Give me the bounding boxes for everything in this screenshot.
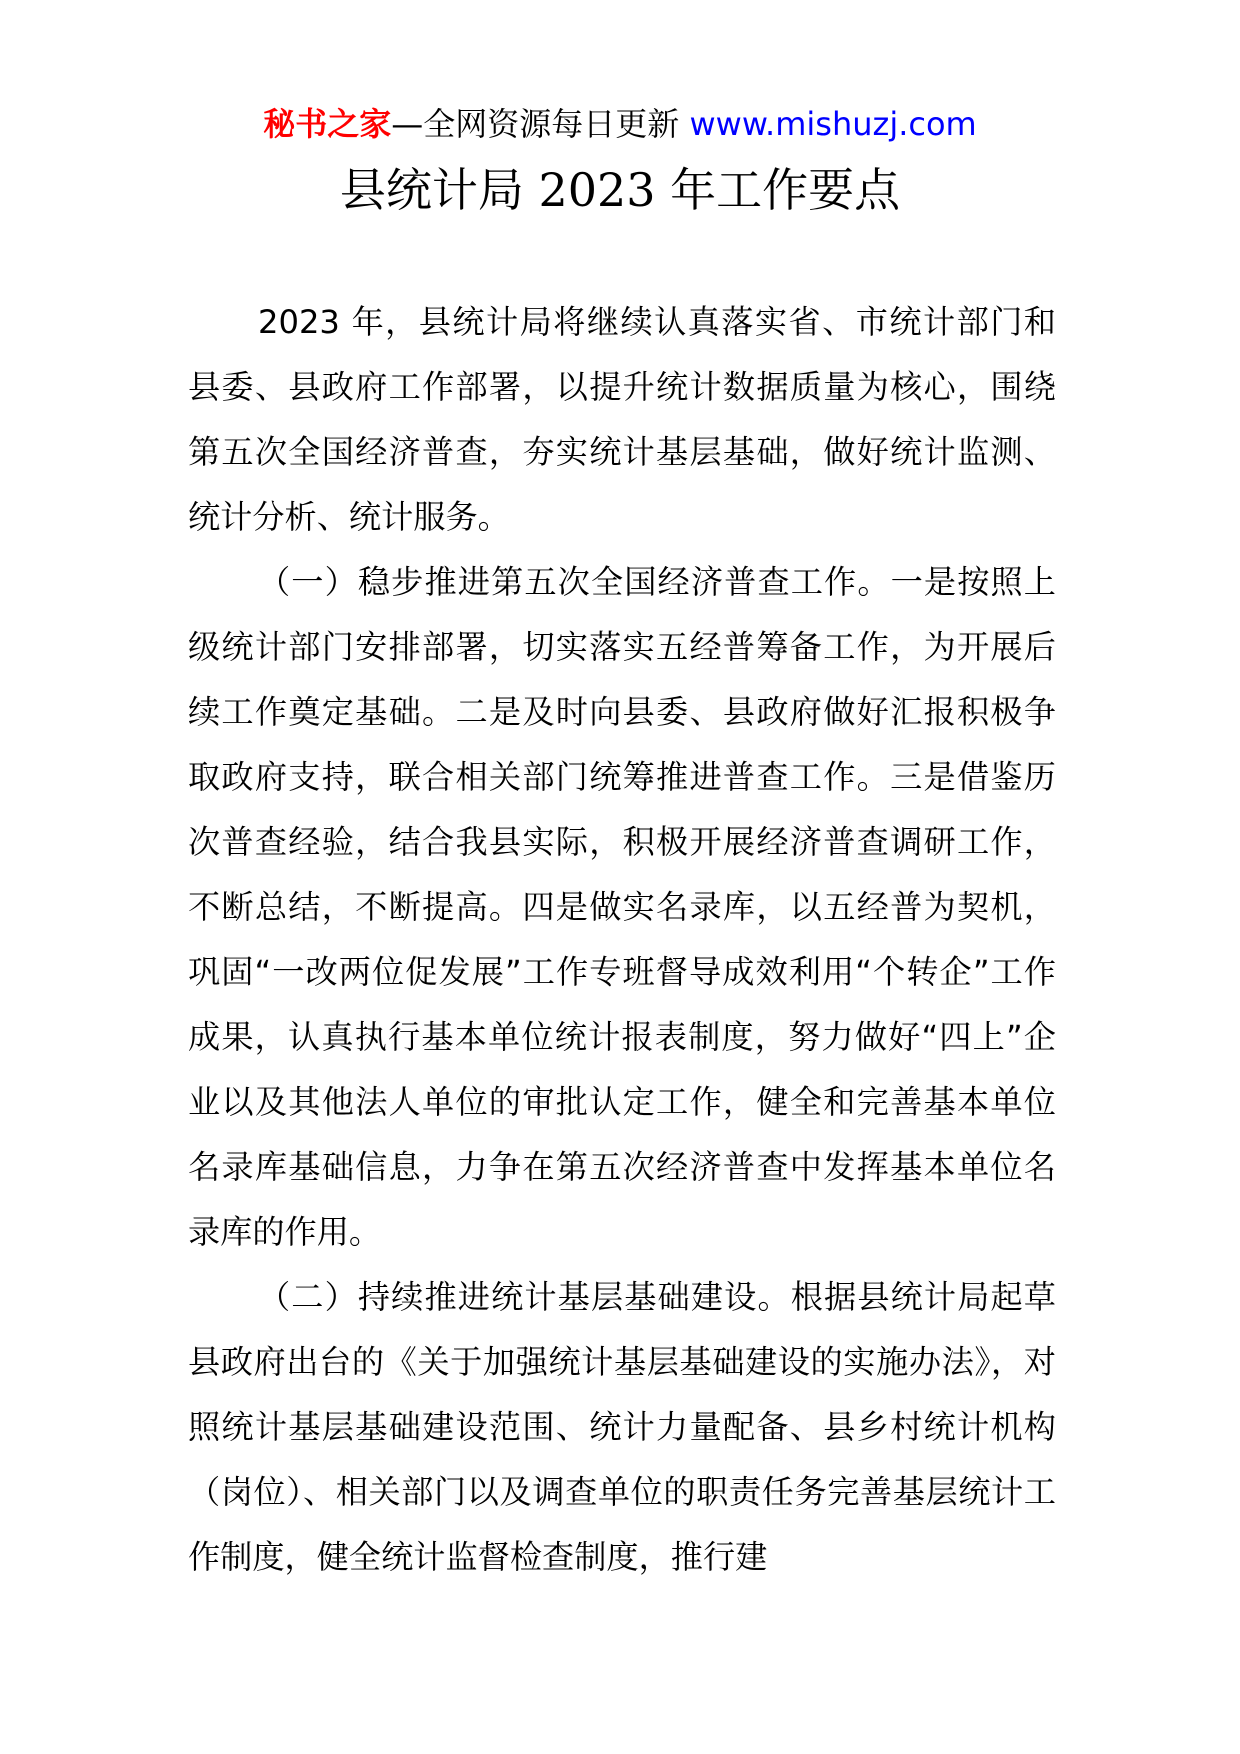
brand-name: 秘书之家 [263,105,392,143]
document-title: 县统计局 2023 年工作要点 [339,163,901,217]
paragraph-section-2: （二）持续推进统计基层基础建设。根据县统计局起草县政府出台的《关于加强统计基层基础建设的实施办法》，对照统计基层基础建设范围、统计力量配备、县乡村统计机构（岗位）、相关部门以及调查单位的职责任务完善基层统计工作制度，健全统计监督检查制度，推行建 [188,1278,1056,1576]
header-slogan: —全网资源每日更新 [391,105,680,143]
paragraph-intro: 2023 年，县统计局将继续认真落实省、市统计部门和县委、县政府工作部署，以提升统计数据质量为核心，围绕第五次全国经济普查，夯实统计基层基础，做好统计监测、统计分析、统计服务。 [188,303,1056,536]
site-url[interactable]: www.mishuzj.com [689,105,977,143]
document-body [188,290,1056,1590]
site-header [0,104,1240,144]
paragraph-section-1: （一）稳步推进第五次全国经济普查工作。一是按照上级统计部门安排部署，切实落实五经普筹备工作，为开展后续工作奠定基础。二是及时向县委、县政府做好汇报积极争取政府支持，联合相关部门统筹推进普查工作。三是借鉴历次普查经验，结合我县实际，积极开展经济普查调研工作，不断总结，不断提高。四是做实名录库，以五经普为契机，巩固“一改两位促发展”工作专班督导成效利用“个转企”工作成果，认真执行基本单位统计报表制度，努力做好“四上”企业以及其他法人单位的审批认定工作，健全和完善基本单位名录库基础信息，力争在第五次经济普查中发挥基本单位名录库的作用。 [188,563,1056,1251]
